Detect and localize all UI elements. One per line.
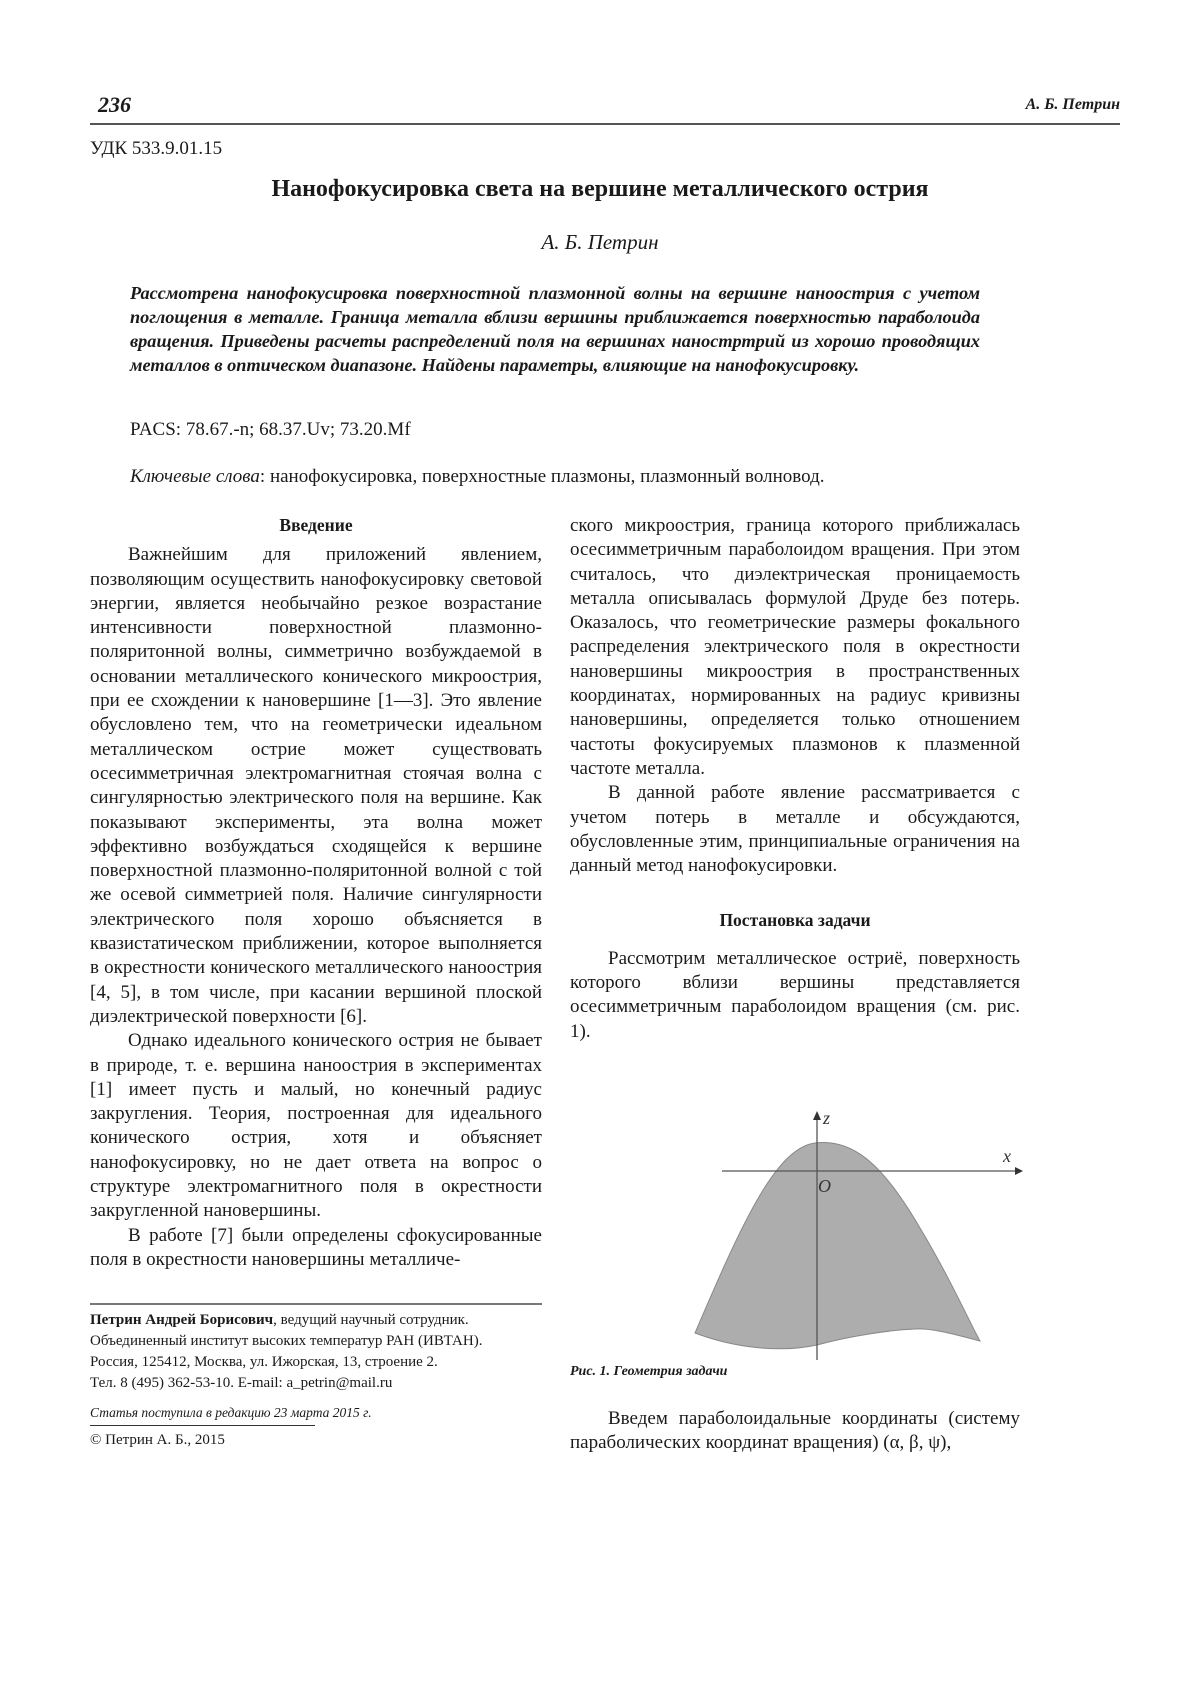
running-author: А. Б. Петрин xyxy=(1025,96,1120,113)
footnote-institute: Объединенный институт высоких температур РАН (ИВТАН). xyxy=(90,1333,483,1349)
copyright: © Петрин А. Б., 2015 xyxy=(90,1432,225,1448)
right-column-continued xyxy=(570,1407,1020,1456)
z-axis-label: z xyxy=(823,1108,831,1128)
keywords-label: Ключевые слова xyxy=(130,466,260,487)
figure-caption: Рис. 1. Геометрия задачи xyxy=(570,1364,728,1379)
paragraph: Важнейшим для приложений явлением, позволяющим осуществить нанофокусировку световой энергии, является необычайно резкое возрастание интенсивности поверхностной плазмонно-поляритонной волны, симметрично возбуждаемой в основании металлического конического микроострия, при ее схождении к нановершине [1—3]. Это явление обусловлено тем, что на геометрически идеальном металлическом острие может существовать осесимметричная электромагнитная стоячая волна с сингулярностью электрического поля на вершине. Как показывают эксперименты, эта волна может эффективно возбуждаться сходящейся к вершине поверхностной плазмонно-поляритонной волной с той же осевой симметрией поля. Наличие сингулярности электрического поля хорошо объясняется в квазистатическом приближении, которое выполняется в окрестности конического металлического наноострия [4, 5], в том числе, при касании вершиной плоской диэлектрической поверхности [6]. xyxy=(90,544,542,1027)
left-column xyxy=(90,513,542,1272)
page-number: 236 xyxy=(98,92,131,117)
received-divider xyxy=(90,1425,315,1426)
running-head xyxy=(98,92,1120,122)
paragraph: Однако идеального конического острия не бывает в природе, т. е. вершина наноострия в экспериментах [1] имеет пусть и малый, но конечный радиус закругления. Теория, построенная для идеального конического острия, хотя и объясняет нанофокусировку, но не дает ответа на вопрос о структуре электромагнитного поля в окрестности закругленной нановершины. xyxy=(90,1030,542,1222)
udk-code: УДК 533.9.01.15 xyxy=(90,138,223,159)
abstract: Рассмотрена нанофокусировка поверхностной плазмонной волны на вершине наноострия с учетом поглощения в металле. Граница металла вблизи вершины приближается поверхностью параболоида вращения. Приведены расчеты распределений поля на вершинах наностртрий из хорошо проводящих металлов в оптическом диапазоне. Найдены параметры, влияющие на нанофокусировку. xyxy=(130,283,980,375)
footnote-author-name: Петрин Андрей Борисович xyxy=(90,1312,274,1328)
header-divider xyxy=(90,123,1120,125)
paragraph: Рассмотрим металлическое остриё, поверхность которого вблизи вершины представляется осесимметричным параболоидом вращения (см. рис. 1). xyxy=(570,947,1020,1042)
keywords-text: : нанофокусировка, поверхностные плазмоны, плазмонный волновод. xyxy=(259,466,825,487)
right-column xyxy=(570,514,1020,1044)
section-heading-problem-setup: Постановка задачи xyxy=(719,910,871,931)
paraboloid-diagram xyxy=(610,1108,1060,1378)
origin-label: O xyxy=(818,1176,831,1196)
footnote-position: , ведущий научный сотрудник. xyxy=(273,1312,469,1328)
footnote-divider xyxy=(90,1303,542,1305)
received-date: Статья поступила в редакцию 23 марта 2015 г. xyxy=(90,1405,372,1420)
pacs-codes: PACS: 78.67.-n; 68.37.Uv; 73.20.Mf xyxy=(130,419,411,440)
footnote-contact: Тел. 8 (495) 362-53-10. E-mail: a_petrin@mail.ru xyxy=(90,1375,393,1391)
section-heading-introduction: Введение xyxy=(279,515,353,535)
z-axis-arrow-icon xyxy=(813,1111,821,1120)
keywords xyxy=(130,466,825,488)
paper-author: А. Б. Петрин xyxy=(541,230,659,254)
x-axis-arrow-icon xyxy=(1015,1167,1023,1175)
footnote-address: Россия, 125412, Москва, ул. Ижорская, 13, строение 2. xyxy=(90,1354,438,1370)
x-axis-label: x xyxy=(1003,1146,1011,1166)
author-footnote xyxy=(90,1310,560,1394)
metal-tip-shape xyxy=(695,1142,980,1348)
figure-geometry xyxy=(610,1108,1060,1378)
paragraph: В данной работе явление рассматривается с учетом потерь в металле и обсуждаются, обусловленные этим, принципиальные ограничения на данный метод нанофокусировки. xyxy=(570,782,1020,877)
paragraph: В работе [7] были определены сфокусированные поля в окрестности нановершины металличе- xyxy=(90,1224,542,1270)
paragraph: ского микроострия, граница которого приближалась осесимметричным параболоидом вращения. При этом считалось, что диэлектрическая проницаемость металла описывалась формулой Друде без потерь. Оказалось, что геометрические размеры фокального распределения электрического поля в окрестности нановершины микроострия в пространственных координатах, нормированных на радиус кривизны нановершины, определяется только отношением частоты фокусируемых плазмонов к плазменной частоте металла. xyxy=(570,515,1020,779)
paper-title: Нанофокусировка света на вершине металлического острия xyxy=(271,176,929,202)
paragraph: Введем параболоидальные координаты (систему параболических координат вращения) (α, β, ψ), xyxy=(570,1408,1020,1454)
